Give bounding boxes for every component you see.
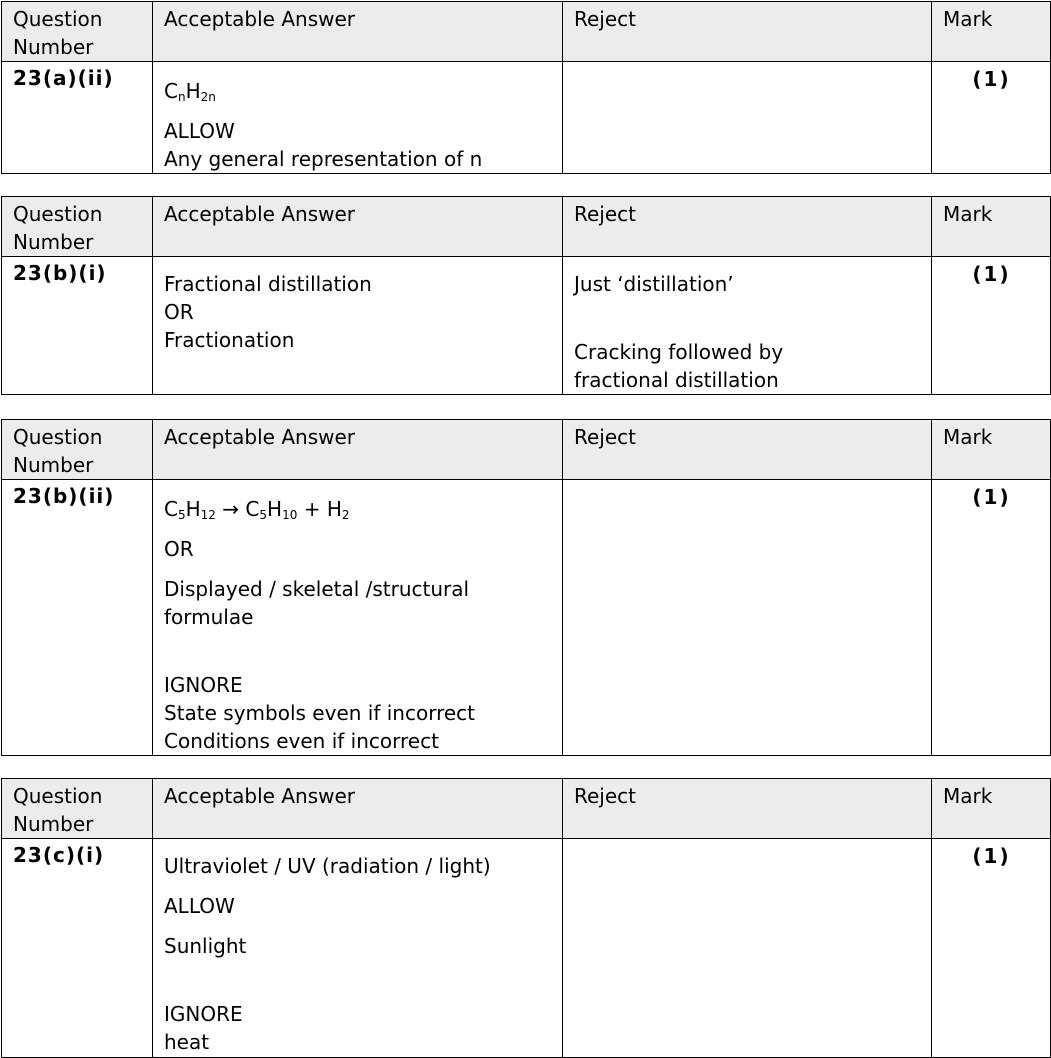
header-reject: Reject bbox=[563, 2, 932, 62]
question-number: 23(b)(ii) bbox=[2, 480, 153, 756]
table-row bbox=[2, 480, 1051, 756]
acceptable-answer-cell bbox=[153, 257, 563, 395]
header-question-number: Question Number bbox=[2, 197, 153, 257]
answer-fractionation: Fractionation bbox=[164, 328, 295, 352]
reject-cell bbox=[563, 257, 932, 395]
table-row bbox=[2, 839, 1051, 1058]
header-reject: Reject bbox=[563, 197, 932, 257]
ignore-state-symbols: State symbols even if incorrect bbox=[164, 701, 475, 725]
question-number: 23(c)(i) bbox=[2, 839, 153, 1058]
mark-scheme-table-23b-i bbox=[1, 196, 1051, 395]
mark-scheme-table-23b-ii bbox=[1, 419, 1051, 756]
header-mark: Mark bbox=[932, 420, 1051, 480]
ignore-heat: heat bbox=[164, 1030, 210, 1054]
or-label: OR bbox=[164, 300, 194, 324]
ignore-label: IGNORE bbox=[164, 1002, 243, 1026]
header-reject: Reject bbox=[563, 420, 932, 480]
cracking-equation: $C_5H_{12} \to C_5H_{10} + H_2$ bbox=[164, 497, 350, 522]
header-acceptable-answer: Acceptable Answer bbox=[153, 2, 563, 62]
reject-cell bbox=[563, 62, 932, 174]
reject-just-distillation: Just ‘distillation’ bbox=[574, 272, 734, 296]
or-label: OR bbox=[164, 537, 194, 561]
table-row bbox=[2, 62, 1051, 174]
answer-fractional-distillation: Fractional distillation bbox=[164, 272, 372, 296]
header-acceptable-answer: Acceptable Answer bbox=[153, 779, 563, 839]
header-mark: Mark bbox=[932, 2, 1051, 62]
table-header-row bbox=[2, 2, 1051, 62]
general-formula: $C_nH_{2n}$ bbox=[164, 79, 216, 104]
header-question-number: Question Number bbox=[2, 420, 153, 480]
reject-cracking-line1: Cracking followed by bbox=[574, 340, 784, 364]
allow-label: ALLOW bbox=[164, 894, 235, 918]
header-reject: Reject bbox=[563, 779, 932, 839]
mark-value: (1) bbox=[932, 257, 1051, 395]
allow-text: Any general representation of n bbox=[164, 147, 483, 171]
header-acceptable-answer: Acceptable Answer bbox=[153, 197, 563, 257]
header-mark: Mark bbox=[932, 779, 1051, 839]
ignore-label: IGNORE bbox=[164, 673, 243, 697]
mark-scheme-table-23c-i bbox=[1, 778, 1051, 1058]
acceptable-answer-cell bbox=[153, 62, 563, 174]
displayed-formulae-line1: Displayed / skeletal /structural bbox=[164, 577, 470, 601]
header-acceptable-answer: Acceptable Answer bbox=[153, 420, 563, 480]
table-header-row bbox=[2, 420, 1051, 480]
table-header-row bbox=[2, 779, 1051, 839]
question-number: 23(b)(i) bbox=[2, 257, 153, 395]
mark-scheme-table-23a-ii bbox=[1, 1, 1051, 174]
displayed-formulae-line2: formulae bbox=[164, 605, 254, 629]
question-number: 23(a)(ii) bbox=[2, 62, 153, 174]
reject-cell bbox=[563, 480, 932, 756]
answer-ultraviolet: Ultraviolet / UV (radiation / light) bbox=[164, 854, 491, 878]
allow-label: ALLOW bbox=[164, 119, 235, 143]
header-mark: Mark bbox=[932, 197, 1051, 257]
mark-value: (1) bbox=[932, 839, 1051, 1058]
ignore-conditions: Conditions even if incorrect bbox=[164, 729, 439, 753]
reject-cell bbox=[563, 839, 932, 1058]
acceptable-answer-cell bbox=[153, 480, 563, 756]
header-question-number: Question Number bbox=[2, 779, 153, 839]
mark-value: (1) bbox=[932, 62, 1051, 174]
table-row bbox=[2, 257, 1051, 395]
table-header-row bbox=[2, 197, 1051, 257]
header-question-number: Question Number bbox=[2, 2, 153, 62]
reject-cracking-line2: fractional distillation bbox=[574, 368, 779, 392]
acceptable-answer-cell bbox=[153, 839, 563, 1058]
allow-sunlight: Sunlight bbox=[164, 934, 247, 958]
mark-value: (1) bbox=[932, 480, 1051, 756]
